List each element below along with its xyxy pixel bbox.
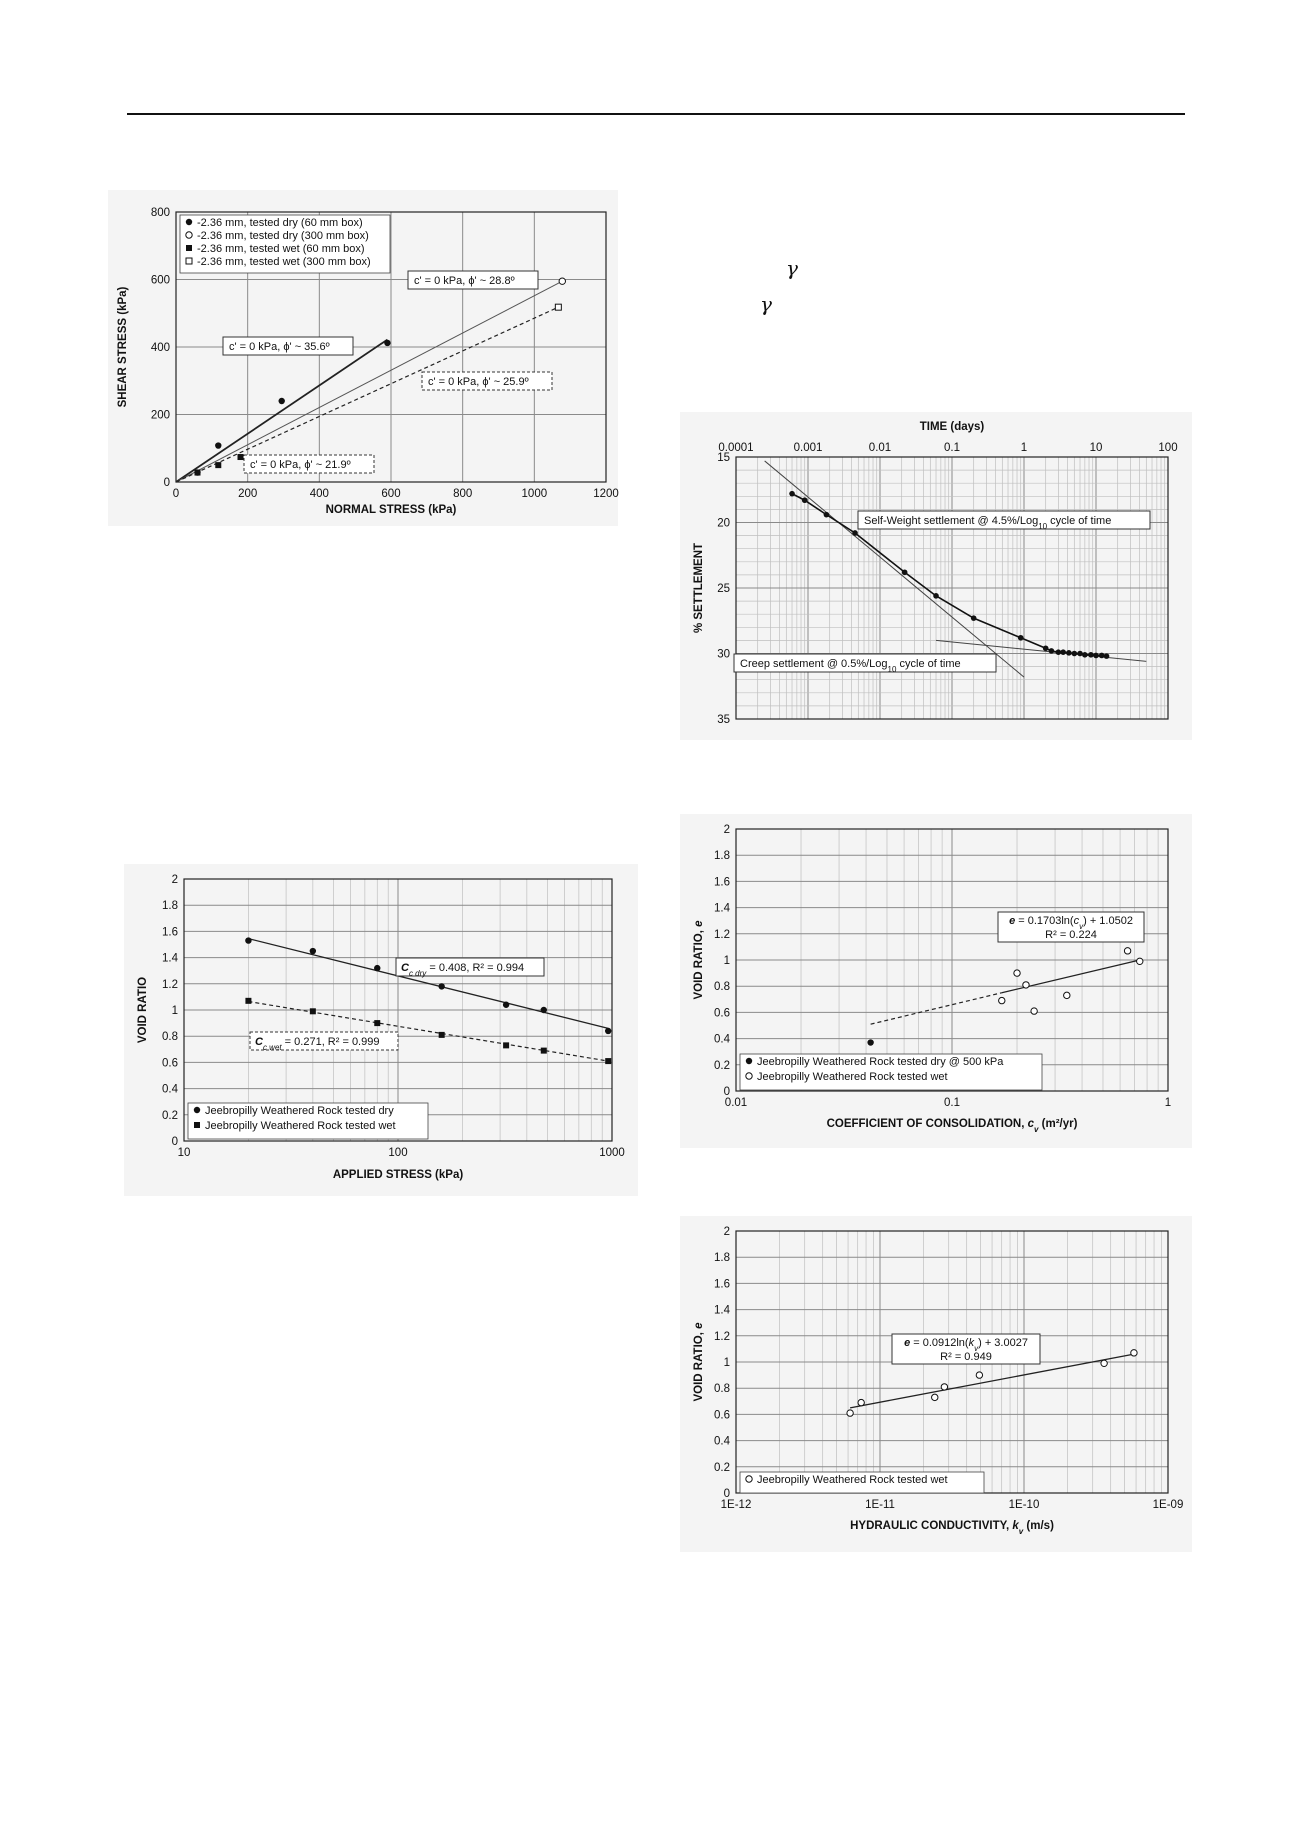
data-point (186, 219, 192, 225)
x-tick-label: 1000 (599, 1147, 625, 1159)
trend-line (1002, 960, 1140, 993)
data-point (374, 1020, 380, 1026)
data-point (1023, 982, 1029, 988)
data-point (1049, 648, 1055, 654)
y-axis-title (693, 920, 705, 1000)
x-tick-label: 600 (381, 488, 401, 500)
y-tick-label: 0.6 (162, 1057, 178, 1070)
data-point (789, 491, 795, 497)
data-point (245, 998, 251, 1004)
y-tick-label: 1.6 (714, 876, 730, 889)
annotation-label: c' = 0 kPa, ϕ' ~ 21.9º (250, 459, 351, 471)
data-point (1031, 1008, 1037, 1014)
data-point (605, 1028, 611, 1034)
y-tick-label: 200 (150, 409, 170, 422)
y-tick-label: 1 (723, 955, 730, 967)
label-part: c (1073, 915, 1080, 927)
data-point (1093, 653, 1099, 659)
data-point (374, 965, 380, 971)
y-tick-label: 1.8 (714, 850, 730, 863)
x-axis-title: NORMAL STRESS (kPa) (325, 504, 457, 516)
y-tick-label: 0.4 (714, 1033, 730, 1046)
data-point (746, 1476, 752, 1482)
data-point (1018, 635, 1024, 641)
annotation-r2: R² = 0.949 (940, 1351, 992, 1363)
x-tick-label: 1000 (521, 488, 548, 500)
data-point (238, 454, 244, 460)
y-tick-label: 1 (723, 1357, 730, 1369)
y-tick-label: 2 (723, 1226, 730, 1238)
x-tick-label: 0.001 (793, 442, 823, 454)
label-part: k (1012, 1520, 1019, 1532)
y-tick-label: 35 (717, 714, 730, 726)
x-tick-label: 0.1 (944, 1097, 960, 1109)
y-tick-label: 15 (717, 452, 730, 464)
label-part: v (1034, 1124, 1039, 1134)
data-point (902, 569, 908, 575)
x-tick-label: 0.01 (724, 1097, 748, 1109)
data-point (1082, 652, 1088, 658)
y-tick-label: 0 (723, 1086, 730, 1098)
data-point (186, 232, 192, 238)
legend-label: Jeebropilly Weathered Rock tested wet (757, 1474, 948, 1486)
label-part: cycle of time (1047, 515, 1112, 527)
data-point (194, 1107, 200, 1113)
label-part: Creep settlement @ 0.5%/Log (740, 658, 888, 670)
data-point (852, 530, 858, 536)
label-part: (m²/yr) (1038, 1118, 1078, 1130)
data-point (279, 398, 285, 404)
data-point (194, 1122, 200, 1128)
data-point (310, 948, 316, 954)
x-tick-label: 1E-11 (865, 1499, 895, 1511)
legend-label: -2.36 mm, tested dry (300 mm box) (197, 230, 369, 242)
data-point (438, 983, 444, 989)
y-axis-title: VOID RATIO (137, 976, 149, 1044)
label-part: e (693, 920, 705, 927)
data-point (245, 937, 251, 943)
y-tick-label: 0.8 (162, 1031, 178, 1044)
label-part: 10 (1038, 521, 1048, 531)
label-part: e (904, 1337, 911, 1349)
x-axis-title (850, 1520, 1054, 1536)
y-tick-label: 1.2 (714, 1330, 730, 1343)
x-tick-label: 10 (1089, 442, 1103, 454)
annotation-r2: R² = 0.224 (1045, 929, 1097, 941)
void-k-chart (693, 1226, 1183, 1536)
y-tick-label: 1.6 (162, 926, 178, 939)
y-tick-label: 1.4 (162, 952, 178, 965)
data-point (802, 497, 808, 503)
label-part: = 0.0912ln( (910, 1337, 969, 1349)
data-point (215, 462, 221, 468)
y-tick-label: 30 (717, 648, 730, 661)
y-tick-label: 1.8 (162, 900, 178, 913)
x-tick-label: 1 (1020, 442, 1028, 454)
label-part: c (1027, 1118, 1034, 1130)
label-part: c wet (262, 1042, 282, 1052)
data-point (555, 304, 561, 310)
x-tick-label: 400 (309, 488, 329, 500)
y-tick-label: 0.4 (162, 1083, 178, 1096)
label-part: = 0.271, R² = 0.999 (281, 1036, 380, 1048)
y-tick-label: 600 (150, 274, 170, 287)
label-part: k (968, 1337, 975, 1349)
y-tick-label: 20 (717, 517, 730, 530)
data-point (541, 1048, 547, 1054)
label-part: 10 (887, 664, 897, 674)
label-part: (m/s) (1023, 1520, 1054, 1532)
data-point (933, 593, 939, 599)
legend-label: Jeebropilly Weathered Rock tested wet (205, 1120, 396, 1132)
x-tick-label: 800 (453, 488, 473, 500)
x-tick-label: 0.1 (944, 442, 960, 454)
x-axis-title (827, 1118, 1078, 1134)
data-point (1099, 653, 1105, 659)
self-weight-tangent (765, 461, 1024, 677)
label-part: v (1079, 921, 1084, 931)
y-tick-label: 400 (150, 342, 170, 354)
y-tick-label: 0 (171, 1136, 178, 1148)
y-tick-label: 1.2 (162, 978, 178, 991)
y-tick-label: 2 (723, 824, 730, 836)
y-tick-label: 25 (717, 583, 730, 595)
y-tick-label: 0.2 (714, 1059, 730, 1072)
data-point (941, 1384, 947, 1390)
data-point (384, 340, 390, 346)
x-tick-label: 100 (1158, 442, 1178, 454)
data-point (310, 1008, 316, 1014)
label-part: Self-Weight settlement @ 4.5%/Log (864, 515, 1039, 527)
trend-line (871, 993, 1002, 1024)
data-point (858, 1399, 864, 1405)
legend-label: -2.36 mm, tested wet (300 mm box) (197, 256, 371, 268)
y-tick-label: 1.8 (714, 1252, 730, 1265)
data-point (1077, 651, 1083, 657)
data-point (559, 278, 565, 284)
data-point (439, 1032, 445, 1038)
label-part: = 0.408, R² = 0.994 (426, 962, 525, 974)
y-tick-label: 0 (723, 1488, 730, 1500)
data-point (1131, 1350, 1137, 1356)
y-tick-label: 0 (163, 477, 170, 489)
settlement-chart (693, 421, 1178, 726)
data-point (503, 1042, 509, 1048)
x-tick-label: 1E-10 (1008, 1499, 1040, 1511)
data-point (824, 512, 830, 518)
legend-label: Jeebropilly Weathered Rock tested dry @ 500 kPa (757, 1056, 1004, 1068)
y-tick-label: 0.8 (714, 1383, 730, 1396)
label-part: VOID RATIO, (693, 1328, 705, 1402)
data-point (1101, 1360, 1107, 1366)
void-cv-chart (693, 824, 1171, 1134)
x-tick-label: 1200 (593, 488, 619, 500)
y-tick-label: 800 (150, 207, 170, 219)
void-stress-chart (137, 874, 625, 1181)
legend-label: Jeebropilly Weathered Rock tested dry (205, 1105, 394, 1117)
data-point (541, 1007, 547, 1013)
label-part: C (255, 1036, 263, 1048)
data-point (971, 615, 977, 621)
y-tick-label: 1 (171, 1005, 178, 1017)
x-tick-label: 100 (388, 1147, 408, 1159)
legend-label: -2.36 mm, tested wet (60 mm box) (197, 243, 365, 255)
y-axis-title (693, 1322, 705, 1402)
x-tick-label: 10 (177, 1147, 191, 1159)
legend-label: -2.36 mm, tested dry (60 mm box) (197, 217, 363, 229)
x-tick-label: 0.0001 (718, 442, 754, 454)
annotation-label: c' = 0 kPa, ϕ' ~ 28.8º (414, 275, 515, 287)
data-point (976, 1372, 982, 1378)
gamma-symbol-1: γ (786, 256, 798, 280)
chart-title: TIME (days) (919, 421, 985, 433)
data-point (503, 1002, 509, 1008)
data-point (1066, 650, 1072, 656)
data-point (1088, 652, 1094, 658)
annotation-label: c' = 0 kPa, ϕ' ~ 25.9º (428, 376, 529, 388)
y-tick-label: 0.6 (714, 1409, 730, 1422)
y-tick-label: 2 (171, 874, 178, 886)
data-point (867, 1039, 873, 1045)
data-point (932, 1394, 938, 1400)
label-part: v (1018, 1526, 1024, 1536)
data-point (186, 258, 192, 264)
y-tick-label: 0.6 (714, 1007, 730, 1020)
y-axis-title: SHEAR STRESS (kPa) (117, 286, 129, 408)
data-point (215, 442, 221, 448)
label-part: e (693, 1322, 705, 1329)
data-point (746, 1058, 752, 1064)
x-axis-title: APPLIED STRESS (kPa) (332, 1169, 464, 1181)
label-part: cycle of time (896, 658, 961, 670)
annotation-label: c' = 0 kPa, ϕ' ~ 35.6º (229, 341, 330, 353)
x-tick-label: 1E-09 (1152, 1499, 1184, 1511)
y-tick-label: 0.8 (714, 981, 730, 994)
data-point (605, 1058, 611, 1064)
data-point (1124, 948, 1130, 954)
y-axis-title: % SETTLEMENT (693, 542, 705, 634)
label-part: e (1009, 915, 1016, 927)
legend-label: Jeebropilly Weathered Rock tested wet (757, 1071, 948, 1083)
y-tick-label: 1.4 (714, 902, 730, 915)
data-point (1137, 958, 1143, 964)
x-tick-label: 0 (172, 488, 180, 500)
label-part: v (974, 1343, 979, 1353)
y-tick-label: 0.4 (714, 1435, 730, 1448)
data-point (1072, 651, 1078, 657)
x-tick-label: 200 (238, 488, 258, 500)
x-tick-label: 1E-12 (720, 1499, 752, 1511)
data-point (746, 1073, 752, 1079)
x-tick-label: 1 (1164, 1097, 1172, 1109)
y-tick-label: 1.4 (714, 1304, 730, 1317)
y-tick-label: 1.6 (714, 1278, 730, 1291)
data-point (186, 245, 192, 251)
label-part: VOID RATIO, (693, 926, 705, 1000)
label-part: COEFFICIENT OF CONSOLIDATION, (826, 1118, 1028, 1130)
data-point (1014, 970, 1020, 976)
y-tick-label: 0.2 (162, 1109, 178, 1122)
label-part: = 0.1703ln( (1015, 915, 1074, 927)
data-point (999, 997, 1005, 1003)
data-point (1064, 992, 1070, 998)
data-point (847, 1410, 853, 1416)
data-point (1060, 649, 1066, 655)
x-tick-label: 0.01 (868, 442, 892, 454)
data-point (195, 470, 201, 476)
label-part: C (401, 962, 409, 974)
data-point (1056, 649, 1062, 655)
shear-chart (117, 207, 619, 516)
data-point (1043, 645, 1049, 651)
label-part: HYDRAULIC CONDUCTIVITY, (850, 1520, 1013, 1532)
gamma-symbol-2: γ (760, 292, 772, 316)
y-tick-label: 0.2 (714, 1461, 730, 1474)
label-part: ) + 3.0027 (978, 1337, 1028, 1349)
label-part: c dry (408, 968, 427, 978)
label-part: ) + 1.0502 (1083, 915, 1133, 927)
y-tick-label: 1.2 (714, 928, 730, 941)
data-point (1104, 653, 1110, 659)
